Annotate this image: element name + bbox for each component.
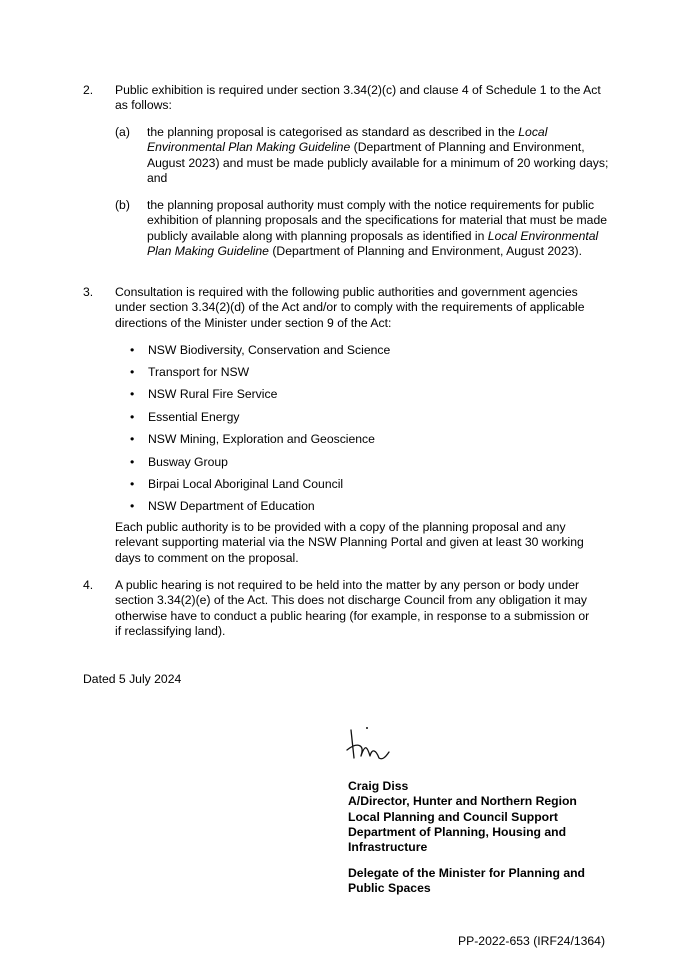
item-number-2: 2.: [83, 83, 94, 97]
signatory-division: Local Planning and Council Support: [348, 809, 558, 824]
document-reference: PP-2022-653 (IRF24/1364): [457, 934, 605, 948]
item-number-3: 3.: [83, 285, 94, 299]
list-item: Transport for NSW: [148, 365, 250, 379]
bullet-dot: •: [130, 455, 135, 469]
bullet-dot: •: [130, 410, 135, 424]
list-item: Busway Group: [148, 455, 228, 469]
list-item: Essential Energy: [148, 410, 240, 424]
signatory-block: [348, 779, 608, 855]
list-item: NSW Rural Fire Service: [148, 387, 278, 401]
bullet-dot: •: [130, 387, 135, 401]
item-number-4: 4.: [83, 578, 94, 592]
bullet-dot: •: [130, 343, 135, 357]
list-item: NSW Department of Education: [148, 499, 315, 513]
handwritten-signature: [343, 724, 393, 764]
delegate-line: Delegate of the Minister for Planning and Public Spaces: [348, 866, 586, 896]
item-3-text: Consultation is required with the following public authorities and government agencies under section 3.34(2)(d) of the Act and/or to comply with the requirements of applicable directions of the Minister under section 9 of the Act:: [115, 285, 585, 330]
subitem-a-label: (a): [115, 125, 130, 139]
subitem-b-label: (b): [115, 198, 130, 212]
list-item: Birpai Local Aboriginal Land Council: [148, 477, 344, 491]
bullet-dot: •: [130, 365, 135, 379]
bullet-dot: •: [130, 499, 135, 513]
subitem-a-text: the planning proposal is categorised as standard as described in the Local Environmental Plan Making Guideline (Department of Planning and Environment, August 2023) and must be made publicly available for a minimum of 20 working days; and: [147, 125, 609, 185]
dated-line: Dated 5 July 2024: [83, 672, 182, 686]
bullet-dot: •: [130, 477, 135, 491]
signatory-title: A/Director, Hunter and Northern Region: [348, 794, 577, 809]
item-3-followup: Each public authority is to be provided with a copy of the planning proposal and any relevant supporting material via the NSW Planning Portal and given at least 30 working days to comment on the proposal.: [115, 520, 584, 565]
list-item: NSW Mining, Exploration and Geoscience: [148, 432, 375, 446]
item-4-text: A public hearing is not required to be held into the matter by any person or body under section 3.34(2)(e) of the Act. This does not discharge Council from any obligation it may otherwise have to conduct a public hearing (for example, in response to a submission or if reclassifying land).: [115, 578, 590, 638]
subitem-b-text: the planning proposal authority must comply with the notice requirements for public exhibition of planning proposals and the specifications for material that must be made publicly available along with planning proposals as identified in Local Environmental Plan Making Guideline (Department of Planning and Environment, August 2023).: [147, 198, 608, 258]
list-item: NSW Biodiversity, Conservation and Science: [148, 343, 391, 357]
bullet-dot: •: [130, 432, 135, 446]
item-2-text: Public exhibition is required under section 3.34(2)(c) and clause 4 of Schedule 1 to the Act as follows:: [115, 83, 601, 113]
signatory-department: Department of Planning, Housing and Infrastructure: [348, 824, 567, 855]
signatory-name: Craig Diss: [348, 779, 409, 793]
